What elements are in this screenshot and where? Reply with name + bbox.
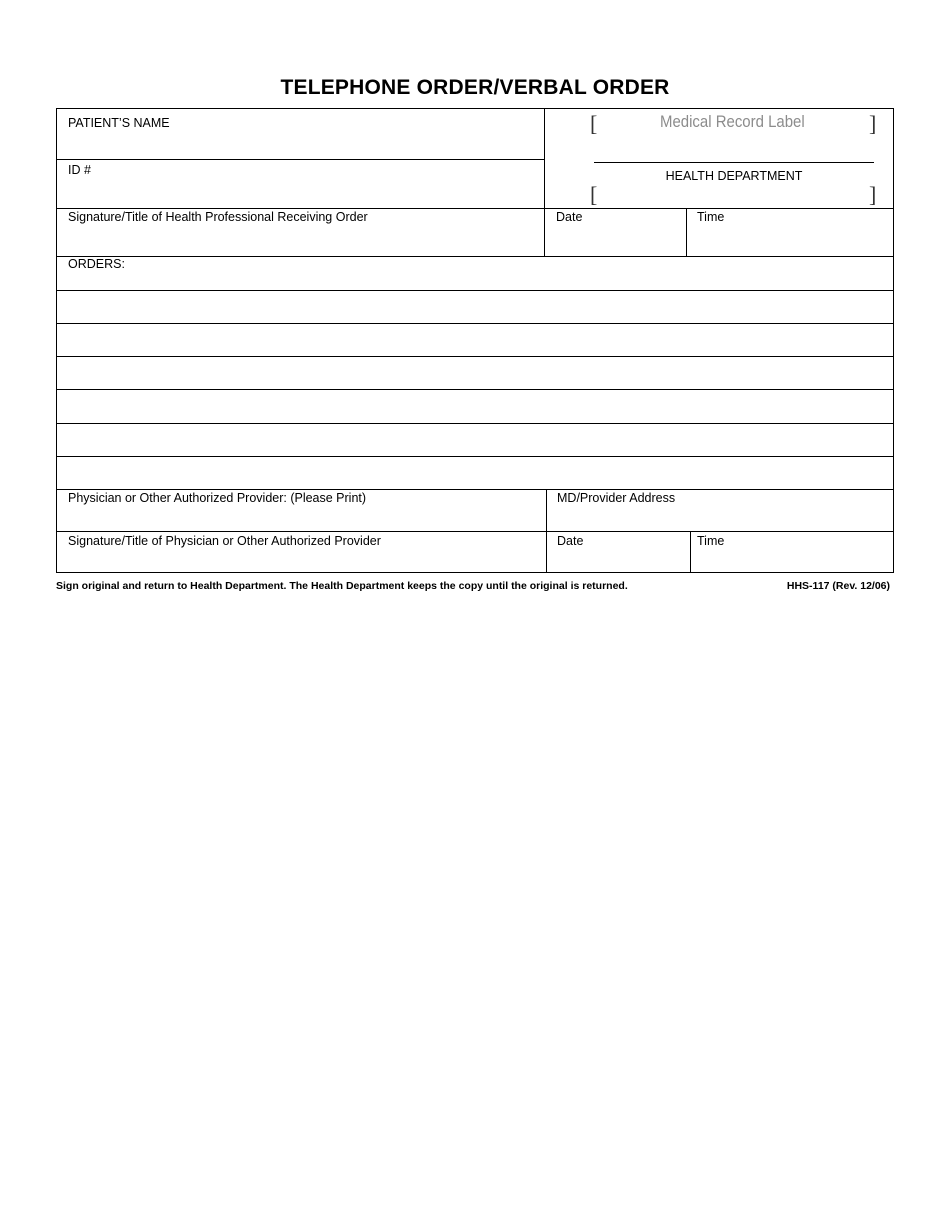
receiving-time-field[interactable]: [687, 209, 894, 256]
label-underline: [594, 162, 874, 163]
patient-name-label: PATIENT’S NAME: [68, 116, 170, 130]
order-line-field[interactable]: [57, 457, 894, 489]
page-title: TELEPHONE ORDER/VERBAL ORDER: [280, 76, 670, 99]
id-field[interactable]: [57, 160, 544, 208]
orders-label: ORDERS:: [68, 257, 125, 271]
time-label: Time: [697, 534, 725, 548]
provider-signature-label: Signature/Title of Physician or Other Authorized Provider: [68, 534, 381, 548]
provider-address-label: MD/Provider Address: [557, 491, 676, 505]
order-line-field[interactable]: [57, 424, 894, 456]
bracket-close: ]: [869, 182, 877, 207]
date-label: Date: [556, 210, 583, 224]
order-line-field[interactable]: [57, 291, 894, 323]
bracket-open: [: [590, 182, 598, 207]
patient-name-field[interactable]: [57, 109, 544, 159]
provider-signature-field[interactable]: [57, 532, 546, 572]
footer-instructions: Sign original and return to Health Department. The Health Department keeps the copy until the original is returned.: [56, 580, 628, 592]
health-department-label: HEALTH DEPARTMENT: [665, 169, 803, 183]
date-label: Date: [557, 534, 584, 548]
provider-print-label: Physician or Other Authorized Provider: (Please Print): [68, 491, 367, 505]
order-form: [56, 108, 894, 573]
order-line-field[interactable]: [57, 390, 894, 422]
bracket-open: [: [590, 111, 598, 136]
orders-field[interactable]: [57, 257, 894, 290]
provider-date-field[interactable]: [547, 532, 690, 572]
id-label: ID #: [68, 163, 91, 177]
receiving-signature-label: Signature/Title of Health Professional Receiving Order: [68, 210, 368, 224]
provider-address-field[interactable]: [547, 490, 894, 531]
provider-print-field[interactable]: [57, 490, 546, 531]
order-line-field[interactable]: [57, 324, 894, 356]
receiving-date-field[interactable]: [545, 209, 686, 256]
time-label: Time: [697, 210, 725, 224]
provider-time-field[interactable]: [691, 532, 894, 572]
medical-record-label: Medical Record Label: [660, 112, 805, 131]
bracket-close: ]: [869, 111, 877, 136]
receiving-signature-field[interactable]: [57, 209, 544, 256]
order-line-field[interactable]: [57, 357, 894, 389]
form-number: HHS-117 (Rev. 12/06): [786, 580, 890, 592]
